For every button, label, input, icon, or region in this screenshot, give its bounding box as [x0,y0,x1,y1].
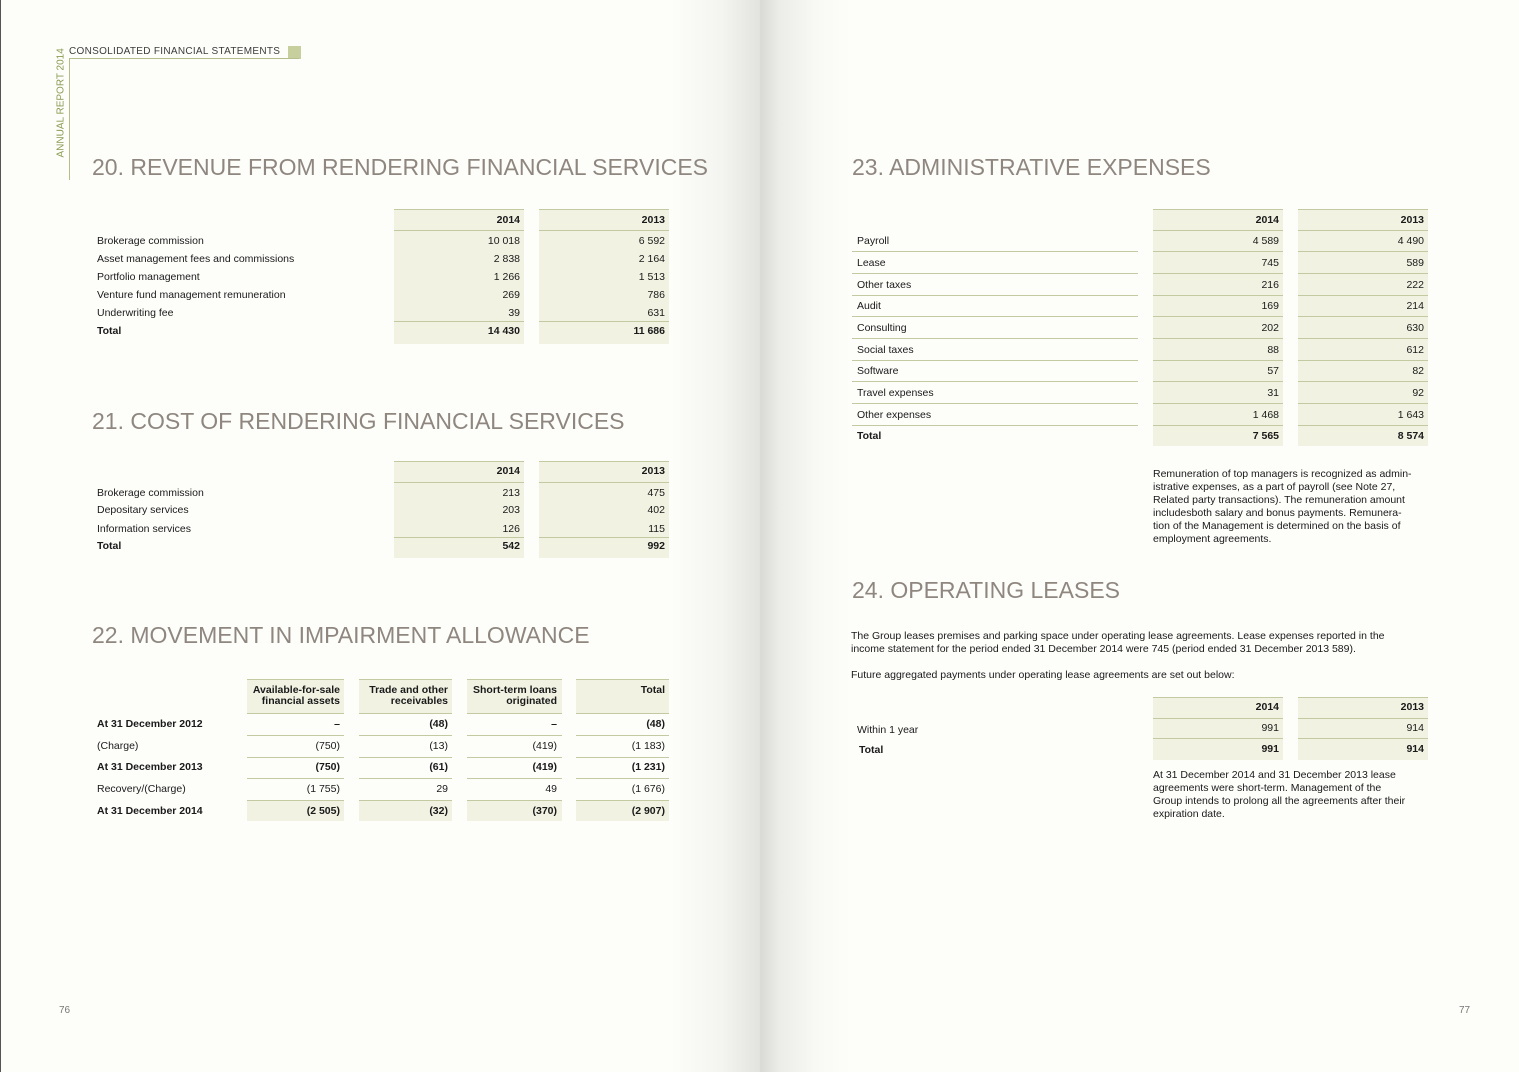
total-label: Total [97,540,122,552]
table-cell: 1 513 [638,271,665,283]
table-cell: 631 [647,307,665,319]
total-cell: 11 686 [633,325,665,337]
table-row-label: Other taxes [857,279,912,291]
table-cell: 475 [647,487,665,499]
table-cell: 1 643 [1397,409,1424,421]
table-cell: 29 [436,783,448,795]
table-cell: 214 [1406,300,1424,312]
section-22-title: 22. MOVEMENT IN IMPAIRMENT ALLOWANCE [92,622,590,648]
table-row-label: Software [857,365,899,377]
table-row-label: Audit [857,300,881,312]
table-cell: 169 [1261,300,1279,312]
table-row-label: At 31 December 2013 [97,761,203,773]
s21-col-2014: 2014 [496,465,520,477]
table-row-label: Lease [857,257,886,269]
total-cell: 992 [647,540,665,552]
table-cell: 745 [1261,257,1279,269]
table-cell: 2 164 [638,253,665,265]
table-cell: 991 [1261,722,1279,734]
table-cell: 57 [1267,365,1279,377]
table-row-label: Within 1 year [857,724,919,736]
table-cell: 203 [502,504,520,516]
table-cell: 914 [1406,722,1424,734]
table-row-label: (Charge) [97,740,139,752]
table-cell: 269 [502,289,520,301]
table-cell: (48) [646,718,665,730]
table-cell: 88 [1267,344,1279,356]
table-cell: 92 [1412,387,1424,399]
table-cell: 202 [1261,322,1279,334]
table-row-label: At 31 December 2014 [97,805,203,817]
s24-paragraph-2: Future aggregated payments under operating lease agreements are set out below: [851,669,1235,681]
table-cell: (48) [429,718,448,730]
table-row-label: Information services [97,523,191,535]
total-cell: 914 [1406,743,1424,755]
table-cell: 115 [648,523,665,535]
right-page [760,0,1519,1072]
s24-col-2014: 2014 [1255,701,1279,713]
s24-note: At 31 December 2014 and 31 December 2013 lease agreements were short-term. Management of the Group intends to prolong all the agreements after their expiration date. [1153,769,1406,820]
table-row-label: At 31 December 2012 [97,718,203,730]
total-label: Total [97,325,122,337]
table-row-label: Travel expenses [857,387,934,399]
s24-col-2013: 2013 [1400,701,1424,713]
table-cell: 1 468 [1252,409,1279,421]
total-cell: 7 565 [1252,430,1279,442]
total-cell: 14 430 [487,325,520,337]
table-row-label: Asset management fees and commissions [97,253,295,265]
s23-note: Remuneration of top managers is recognized as admin- istrative expenses, as a part of payroll (see Note 27, Related party transactions). The remuneration amount includesboth salary and bonus payments. Remunera- tion of the Management is determined on the basis of employment agreements. [1153,468,1412,545]
section-23-title: 23. ADMINISTRATIVE EXPENSES [852,154,1211,180]
table-row-label: Other expenses [857,409,932,421]
table-row-label: Portfolio management [97,271,200,283]
s20-col-2014: 2014 [496,214,520,226]
table-cell: 6 592 [638,235,665,247]
table-cell: (1 755) [306,783,340,795]
table-cell: (32) [429,805,448,817]
table-cell: 630 [1406,322,1424,334]
s22-col-header: Trade and other receivables [369,684,448,707]
table-cell: (370) [532,805,557,817]
s24-paragraph-1: The Group leases premises and parking space under operating lease agreements. Lease expenses reported in the income statement for the period ended 31 December 2014 were 745 (period ended 31 December 2013 589). [851,630,1385,655]
section-20-title: 20. REVENUE FROM RENDERING FINANCIAL SERVICES [92,154,709,180]
table-cell: (1 183) [631,740,665,752]
table-cell: 213 [502,487,520,499]
table-cell: 126 [502,523,520,535]
table-cell: (750) [315,740,340,752]
total-label: Total [857,430,882,442]
total-cell: 991 [1261,743,1279,755]
table-cell: 82 [1412,365,1424,377]
s22-col-header: Available-for-sale financial assets [252,684,340,707]
table-cell: 1 266 [493,271,520,283]
table-row-label: Consulting [857,322,907,334]
header-vertical-rule [69,58,70,180]
s20-col-2013: 2013 [641,214,665,226]
table-cell: (750) [315,761,340,773]
s23-col-2013: 2013 [1400,214,1424,226]
table-cell: 786 [647,289,665,301]
vertical-report-label: ANNUAL REPORT 2014 [55,48,67,158]
page-number-right: 77 [1459,1005,1471,1016]
page-number-left: 76 [59,1005,71,1016]
s22-col-header: Short-term loans originated [472,684,557,707]
table-cell: (1 676) [631,783,665,795]
table-row-label: Brokerage commission [97,235,204,247]
table-row-label: Brokerage commission [97,487,204,499]
table-row-label: Recovery/(Charge) [97,783,186,795]
table-cell: (61) [429,761,448,773]
section-21-title: 21. COST OF RENDERING FINANCIAL SERVICES [92,408,625,434]
header-title: CONSOLIDATED FINANCIAL STATEMENTS [69,46,281,57]
table-row-label: Social taxes [857,344,914,356]
header-rule [69,58,299,59]
table-row-label: Venture fund management remuneration [97,289,286,301]
table-cell: 612 [1406,344,1424,356]
table-cell: 4 490 [1397,235,1424,247]
table-cell: 10 018 [487,235,520,247]
table-cell: 39 [508,307,520,319]
table-row-label: Underwriting fee [97,307,174,319]
table-row-label: Payroll [857,235,890,247]
table-cell: 31 [1267,387,1279,399]
table-cell: (419) [532,740,557,752]
table-cell: (419) [532,761,557,773]
total-cell: 8 574 [1397,430,1424,442]
table-cell: – [551,718,557,730]
table-cell: 402 [647,504,665,516]
total-cell: 542 [502,540,520,552]
table-cell: (1 231) [631,761,665,773]
table-cell: 222 [1406,279,1424,291]
table-cell: 216 [1261,279,1279,291]
s21-col-2013: 2013 [641,465,665,477]
s23-col-2014: 2014 [1255,214,1279,226]
table-cell: 589 [1406,257,1424,269]
table-cell: 2 838 [493,253,520,265]
table-cell: (2 907) [631,805,665,817]
table-row-label: Depositary services [97,504,189,516]
table-cell: – [334,718,340,730]
total-label: Total [859,744,884,756]
s22-col-header: Total [640,684,665,696]
table-cell: 49 [545,783,557,795]
section-24-title: 24. OPERATING LEASES [852,577,1121,603]
table-cell: (2 505) [306,805,340,817]
table-cell: (13) [429,740,448,752]
table-cell: 4 589 [1252,235,1279,247]
